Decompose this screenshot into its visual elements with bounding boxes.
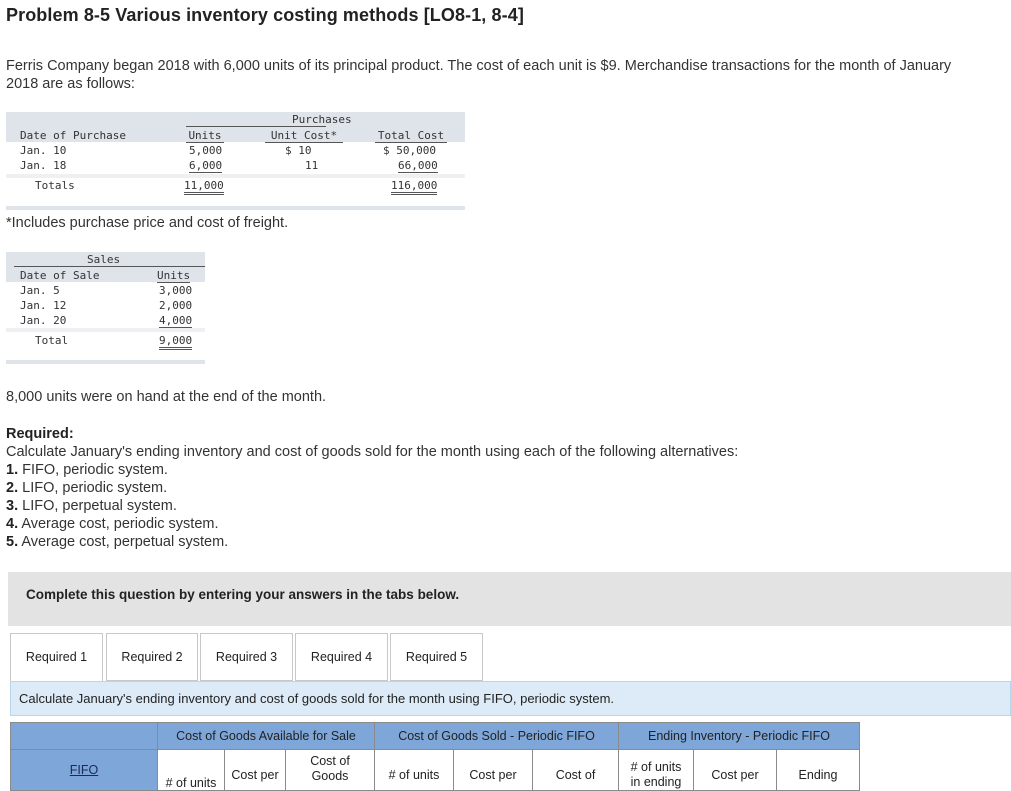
footer-band	[6, 360, 205, 364]
sub-header-cost-per	[693, 749, 777, 791]
page-title: Problem 8-5 Various inventory costing methods [LO8-1, 8-4]	[6, 5, 524, 25]
sub-header-text: Cost per	[469, 768, 517, 782]
col-header-unit-cost: Unit Cost*	[265, 129, 343, 143]
total-label: Total	[35, 334, 69, 347]
answer-grid	[10, 722, 860, 791]
footer-band	[6, 206, 465, 210]
sub-header-text: Cost of Goods	[310, 754, 350, 783]
required-section	[6, 425, 738, 551]
required-item	[6, 479, 738, 497]
tab-required-3[interactable]: Required 3	[200, 633, 293, 681]
on-hand-text: 8,000 units were on hand at the end of the month.	[6, 389, 327, 405]
required-item	[6, 497, 738, 515]
required-text: Calculate January's ending inventory and cost of goods sold for the month using each of the following alternatives:	[6, 444, 739, 460]
col-header-units: Units	[157, 269, 191, 282]
sub-header-units	[374, 749, 454, 791]
col-header-date: Date of Purchase	[20, 129, 126, 142]
row-units: 4,000	[159, 314, 193, 327]
item-number: 4.	[6, 516, 19, 532]
group-header-cogs: Cost of Goods Sold - Periodic FIFO	[374, 722, 619, 750]
item-text: Average cost, periodic system.	[21, 516, 219, 532]
sub-header-text: # of units in ending	[630, 760, 682, 789]
purchases-header-rule	[186, 124, 326, 127]
purchases-group-header: Purchases	[292, 113, 352, 126]
row-unit-cost: 11	[305, 159, 319, 172]
purchases-table	[6, 112, 465, 210]
sub-header-text: Cost per	[231, 768, 279, 782]
footnote: *Includes purchase price and cost of freight.	[6, 215, 289, 231]
row-units: 6,000	[189, 159, 223, 172]
complete-prompt-box	[8, 572, 1011, 626]
row-units: 3,000	[159, 284, 193, 297]
row-units: 2,000	[159, 299, 193, 312]
required-item	[6, 515, 738, 533]
sub-header-cost-per	[224, 749, 286, 791]
total-units: 9,000	[159, 334, 192, 350]
sub-header-units	[157, 749, 225, 791]
required-heading: Required:	[6, 426, 74, 442]
spacer-band	[6, 328, 205, 332]
sub-header-ending	[776, 749, 860, 791]
spacer-band	[6, 174, 465, 178]
row-date: Jan. 5	[20, 284, 60, 297]
sub-header-text: # of units	[165, 776, 217, 790]
row-date: Jan. 18	[20, 159, 67, 172]
row-date: Jan. 20	[20, 314, 67, 327]
col-header-total-cost: Total Cost	[375, 129, 447, 143]
group-header-ending: Ending Inventory - Periodic FIFO	[618, 722, 860, 750]
totals-units: 11,000	[184, 179, 224, 195]
item-number: 5.	[6, 534, 19, 550]
item-text: FIFO, periodic system.	[22, 462, 168, 478]
row-date: Jan. 10	[20, 144, 67, 157]
required-item	[6, 461, 738, 479]
instruction-bar	[10, 681, 1011, 716]
col-header-units: Units	[186, 129, 224, 143]
intro-text: Ferris Company began 2018 with 6,000 units of its principal product. The cost of each unit is $9. Merchandise transactions for the month of January 2018 are as follows:	[6, 58, 952, 92]
complete-prompt: Complete this question by entering your answers in the tabs below.	[26, 587, 460, 602]
grid-corner	[10, 722, 158, 750]
tab-required-5[interactable]: Required 5	[390, 633, 483, 681]
totals-label: Totals	[35, 179, 75, 192]
required-item	[6, 533, 738, 551]
row-label-cell	[10, 749, 158, 791]
row-total: $ 50,000	[383, 144, 436, 157]
sub-header-text: # of units	[388, 768, 440, 782]
tab-required-2[interactable]: Required 2	[106, 633, 198, 681]
sales-table	[6, 252, 205, 364]
sub-header-cost-goods	[285, 749, 375, 791]
tab-required-4[interactable]: Required 4	[295, 633, 388, 681]
row-units: 5,000	[189, 144, 223, 157]
sub-header-units-ending	[618, 749, 694, 791]
item-number: 2.	[6, 480, 19, 496]
item-text: LIFO, perpetual system.	[22, 498, 177, 514]
tab-required-1[interactable]: Required 1	[10, 633, 103, 682]
sales-header-rule	[14, 264, 205, 267]
totals-cost: 116,000	[391, 179, 437, 195]
item-text: LIFO, periodic system.	[22, 480, 168, 496]
sub-header-cost-per	[453, 749, 533, 791]
row-date: Jan. 12	[20, 299, 67, 312]
group-header-cogas: Cost of Goods Available for Sale	[157, 722, 375, 750]
instruction-text: Calculate January's ending inventory and cost of goods sold for the month using FIFO, periodic system.	[19, 691, 615, 706]
row-label: FIFO	[69, 763, 99, 777]
item-number: 3.	[6, 498, 19, 514]
sales-group-header: Sales	[87, 253, 121, 266]
sub-header-cost-of	[532, 749, 619, 791]
item-number: 1.	[6, 462, 19, 478]
col-header-date: Date of Sale	[20, 269, 100, 282]
sub-header-text: Cost per	[711, 768, 759, 782]
sub-header-text: Cost of	[555, 768, 596, 782]
row-unit-cost: $ 10	[285, 144, 312, 157]
item-text: Average cost, perpetual system.	[21, 534, 229, 550]
row-total: 66,000	[398, 159, 438, 172]
sub-header-text: Ending	[798, 768, 838, 782]
